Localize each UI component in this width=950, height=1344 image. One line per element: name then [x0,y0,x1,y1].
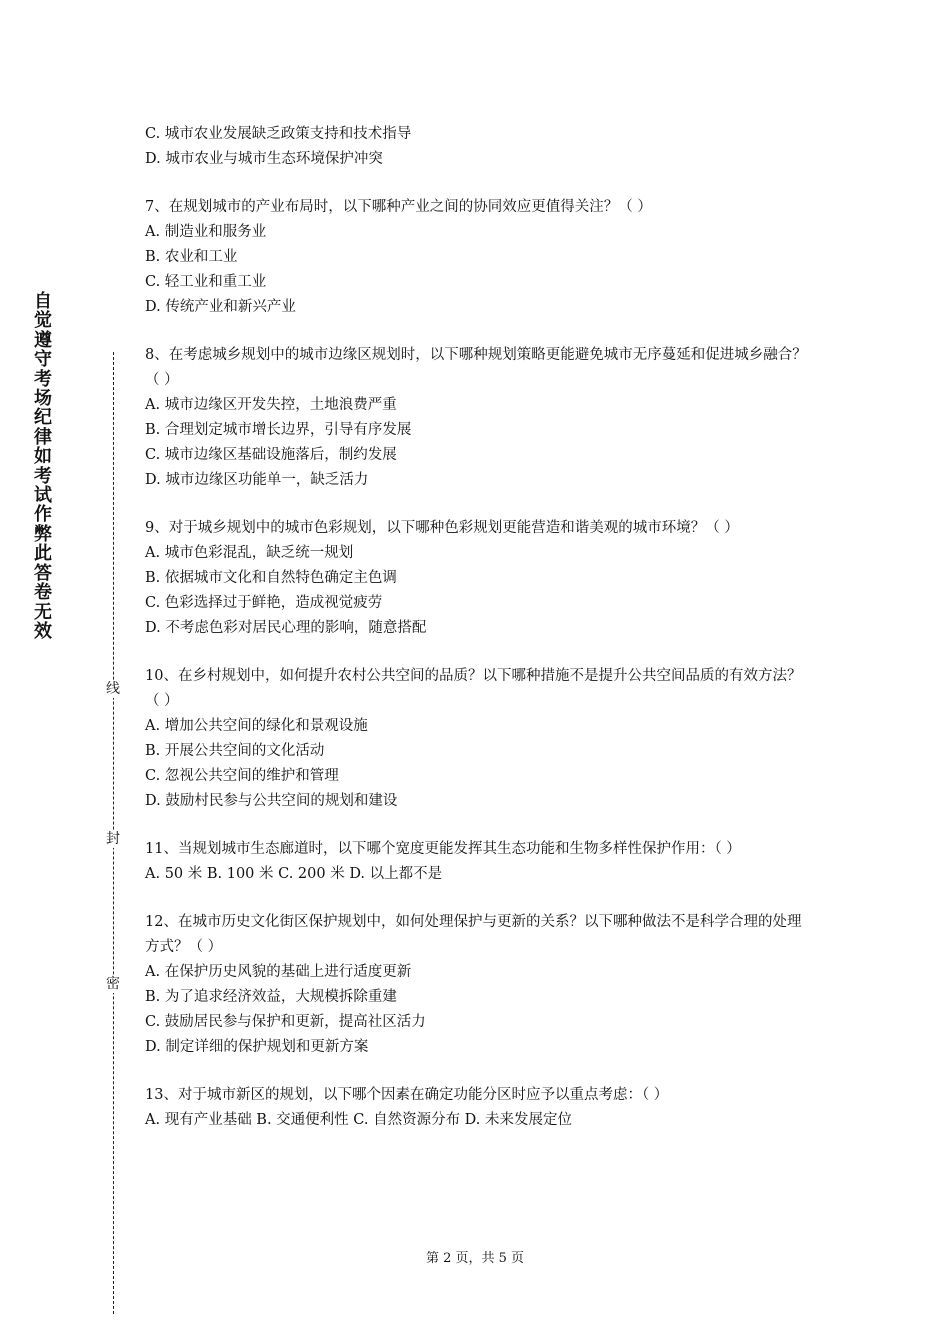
option-d: D. 城市农业与城市生态环境保护冲突 [145,151,383,167]
question-13 [145,1083,815,1133]
option-c: C. 忽视公共空间的维护和管理 [145,768,339,784]
question-title: 11、当规划城市生态廊道时，以下哪个宽度更能发挥其生态功能和生物多样性保护作用：（ ） [145,841,741,857]
question-title: 9、对于城乡规划中的城市色彩规划，以下哪种色彩规划更能营造和谐美观的城市环境？（ ） [145,520,739,536]
binding-label-secret: 密 [106,976,120,992]
option-a: A. 增加公共空间的绿化和景观设施 [145,718,368,734]
option-b: B. 依据城市文化和自然特色确定主色调 [145,570,397,586]
question-8 [145,343,815,493]
option-c: C. 城市边缘区基础设施落后，制约发展 [145,447,397,463]
binding-label-line: 线 [106,681,120,697]
question-title: 10、在乡村规划中，如何提升农村公共空间的品质？以下哪种措施不是提升公共空间品质的有效方法？（ ） [145,668,802,709]
question-title: 7、在规划城市的产业布局时，以下哪种产业之间的协同效应更值得关注？（ ） [145,199,652,215]
option-d: D. 城市边缘区功能单一，缺乏活力 [145,472,369,488]
question-6-tail [145,122,815,172]
question-7 [145,195,815,320]
inline-options: A. 50 米 B. 100 米 C. 200 米 D. 以上都不是 [145,866,443,882]
option-d: D. 不考虑色彩对居民心理的影响，随意搭配 [145,620,427,636]
inline-options: A. 现有产业基础 B. 交通便利性 C. 自然资源分布 D. 未来发展定位 [145,1112,573,1128]
question-list [145,122,815,1156]
option-d: D. 鼓励村民参与公共空间的规划和建设 [145,793,398,809]
option-c: C. 鼓励居民参与保护和更新，提高社区活力 [145,1014,426,1030]
option-b: B. 为了追求经济效益，大规模拆除重建 [145,989,397,1005]
exam-discipline-warning: 自觉遵守考场纪律如考试作弊此答卷无效 [34,291,52,642]
option-a: A. 城市边缘区开发失控，土地浪费严重 [145,397,397,413]
question-11 [145,837,815,887]
question-title: 12、在城市历史文化街区保护规划中，如何处理保护与更新的关系？以下哪种做法不是科学合理的处理方式？（ ） [145,914,802,955]
binding-label-seal: 封 [106,831,120,847]
question-title: 13、对于城市新区的规划，以下哪个因素在确定功能分区时应予以重点考虑：（ ） [145,1087,669,1103]
option-c: C. 轻工业和重工业 [145,274,267,290]
page-number: 第 2 页，共 5 页 [425,1251,525,1266]
option-d: D. 传统产业和新兴产业 [145,299,296,315]
option-a: A. 城市色彩混乱，缺乏统一规划 [145,545,354,561]
option-d: D. 制定详细的保护规划和更新方案 [145,1039,369,1055]
option-c: C. 城市农业发展缺乏政策支持和技术指导 [145,126,412,142]
option-b: B. 农业和工业 [145,249,238,265]
question-12 [145,910,815,1060]
option-a: A. 在保护历史风貌的基础上进行适度更新 [145,964,412,980]
option-b: B. 开展公共空间的文化活动 [145,743,325,759]
question-9 [145,516,815,641]
question-title: 8、在考虑城乡规划中的城市边缘区规划时，以下哪种规划策略更能避免城市无序蔓延和促进城乡融合？（ ） [145,347,807,388]
option-c: C. 色彩选择过于鲜艳，造成视觉疲劳 [145,595,383,611]
option-a: A. 制造业和服务业 [145,224,267,240]
question-10 [145,664,815,814]
option-b: B. 合理划定城市增长边界，引导有序发展 [145,422,412,438]
